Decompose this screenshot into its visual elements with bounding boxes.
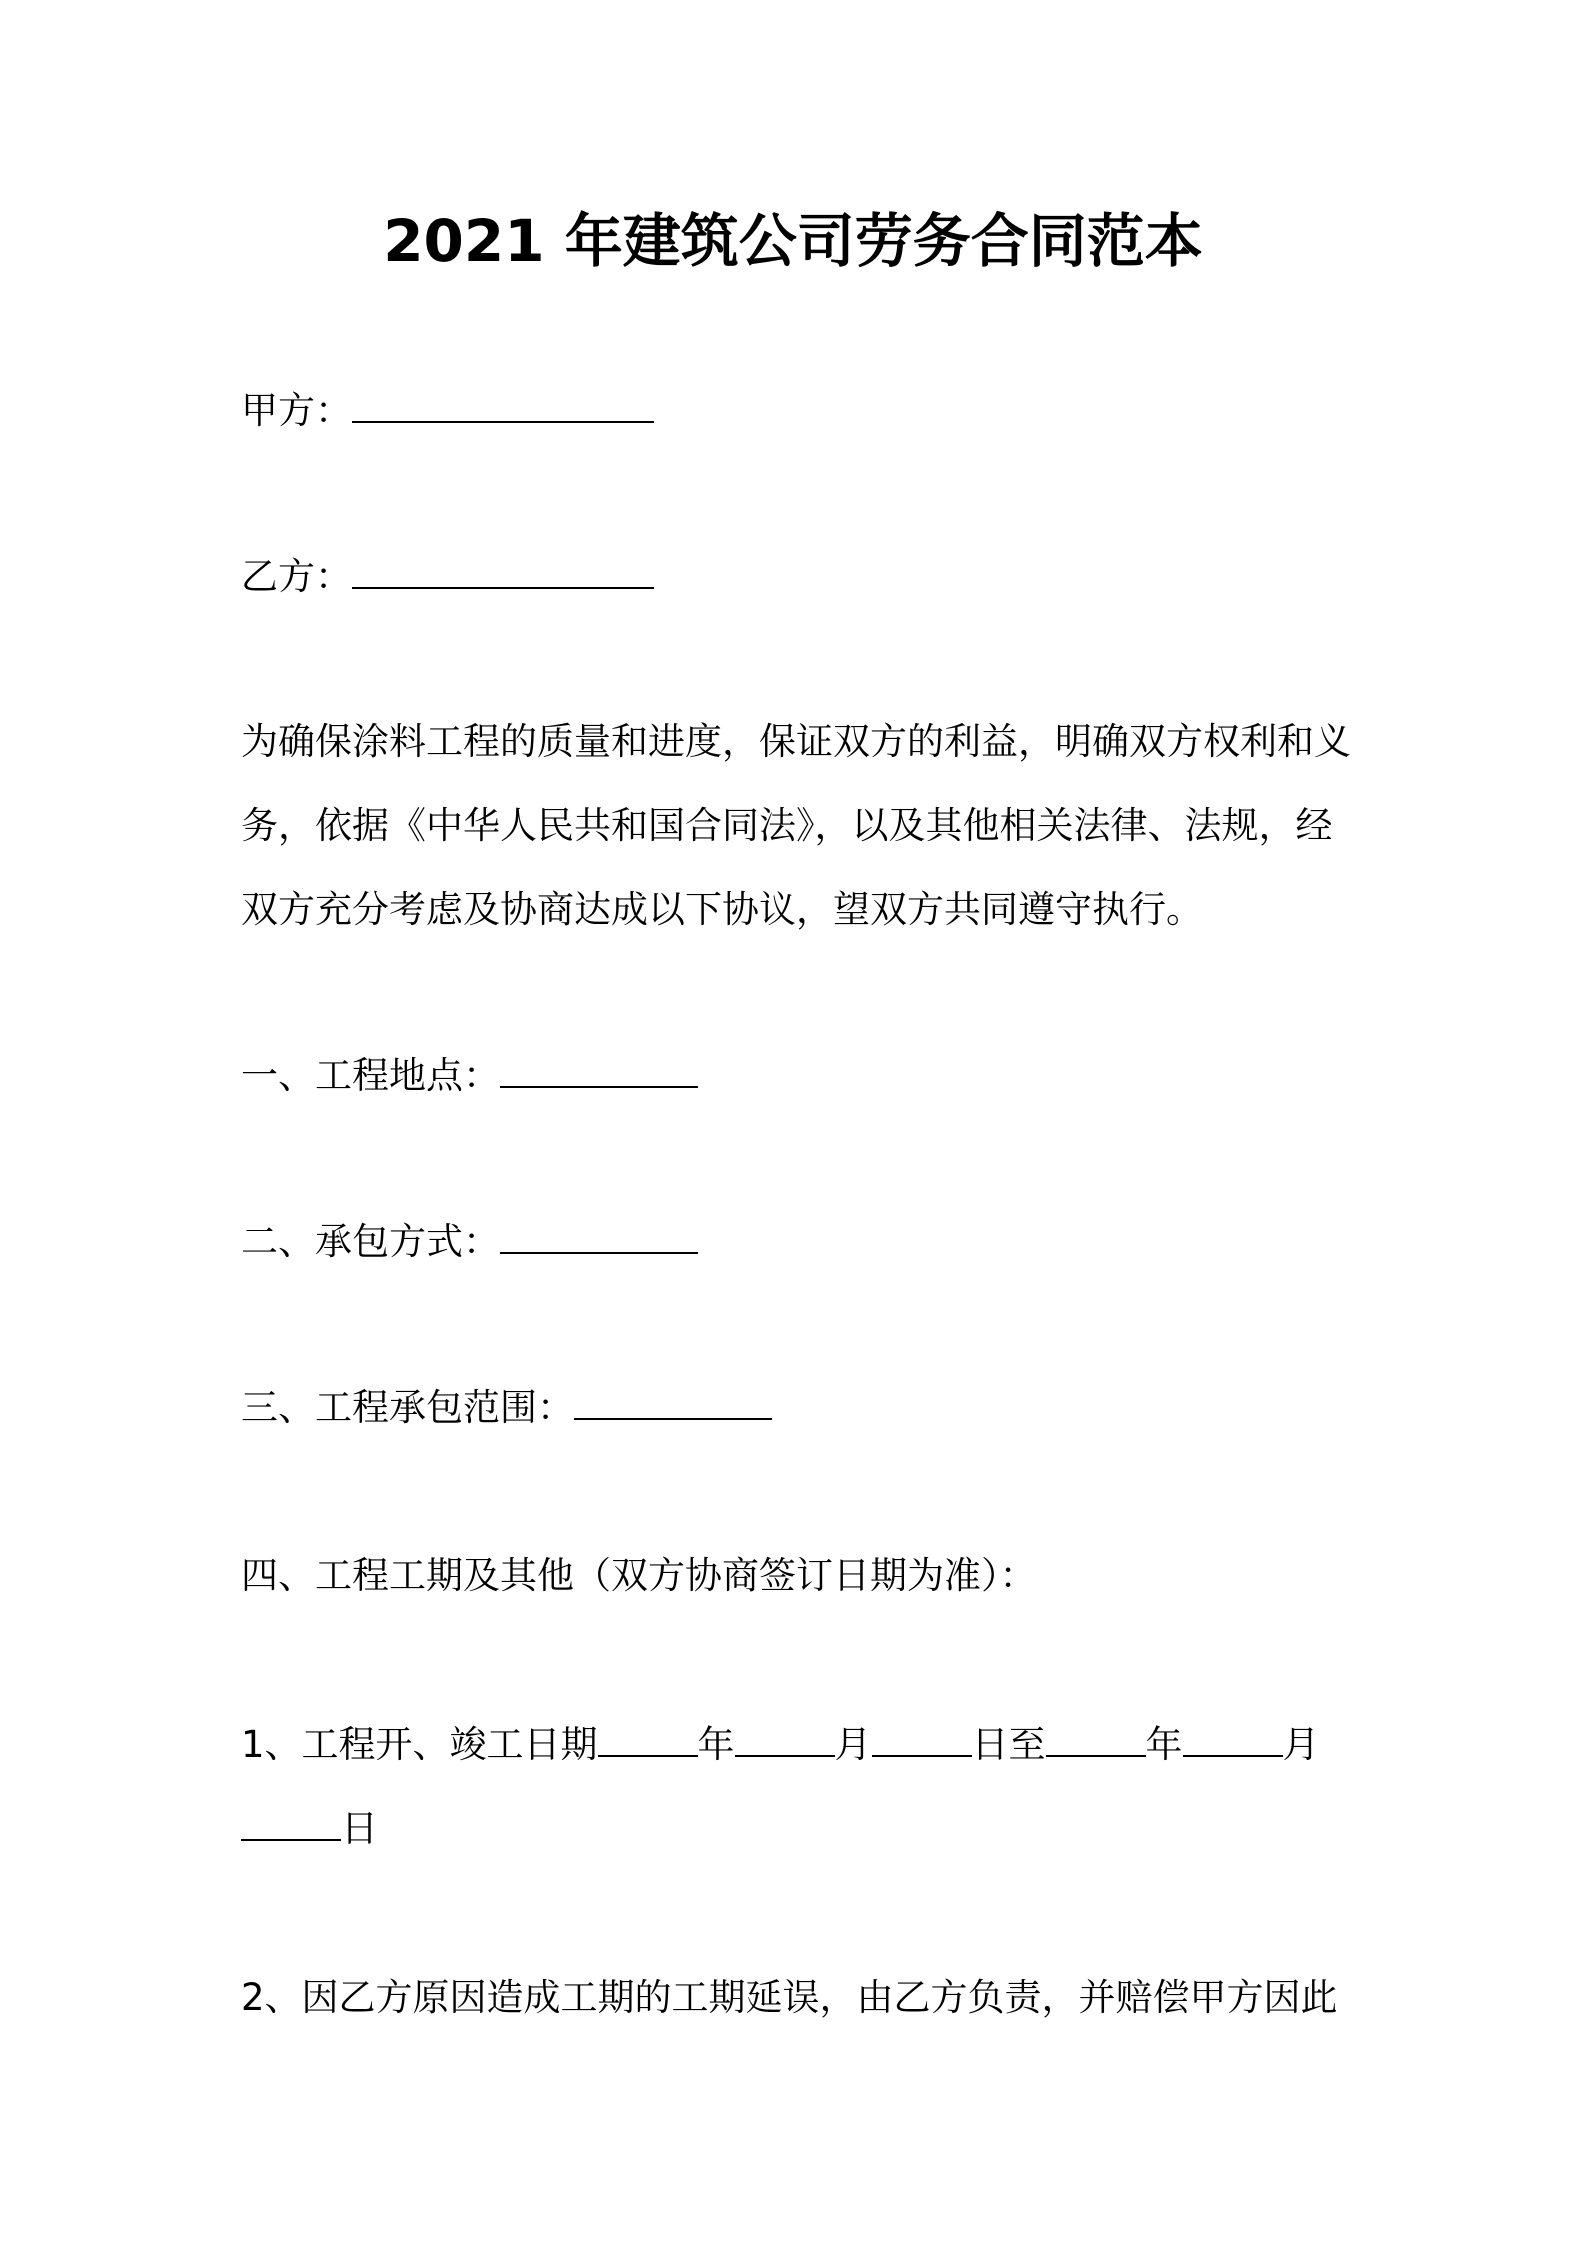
document-title: 2021 年建筑公司劳务合同范本 <box>383 207 1203 275</box>
clause-1-line <box>241 1050 698 1100</box>
date-blank <box>598 1719 698 1757</box>
item-1-prefix: 1、工程开、竣工日期 <box>241 1723 598 1766</box>
party-b-line <box>241 551 654 601</box>
date-blank <box>872 1719 972 1757</box>
clause-2-line <box>241 1216 698 1266</box>
clause-3-blank <box>574 1382 772 1420</box>
day-to-label: 日至 <box>971 1723 1046 1766</box>
day-label: 日 <box>341 1807 378 1850</box>
preamble-line: 双方充分考虑及协商达成以下协议，望双方共同遵守执行。 <box>241 888 1203 931</box>
date-blank <box>241 1803 341 1841</box>
year-label: 年 <box>697 1723 735 1766</box>
party-b-blank <box>352 551 654 589</box>
clause-2-blank <box>500 1216 698 1254</box>
date-blank <box>1183 1719 1283 1757</box>
party-a-blank <box>352 385 654 423</box>
month-label: 月 <box>834 1723 872 1766</box>
preamble-line: 为确保涂料工程的质量和进度，保证双方的利益，明确双方权利和义 <box>241 720 1351 763</box>
clause-3-line <box>241 1382 772 1432</box>
date-blank <box>735 1719 835 1757</box>
clause-4-heading: 四、工程工期及其他（双方协商签订日期为准）： <box>241 1554 1037 1597</box>
date-blank <box>1046 1719 1146 1757</box>
preamble-line: 务，依据《中华人民共和国合同法》，以及其他相关法律、法规，经 <box>241 804 1333 847</box>
party-b-label: 乙方： <box>241 555 352 598</box>
clause-2-label: 二、承包方式： <box>241 1220 500 1263</box>
item-1-continuation <box>241 1803 378 1853</box>
party-a-line <box>241 385 654 435</box>
item-1-line <box>241 1719 1320 1769</box>
clause-3-label: 三、工程承包范围： <box>241 1386 574 1429</box>
month-label: 月 <box>1282 1723 1320 1766</box>
item-2-line: 2、因乙方原因造成工期的工期延误，由乙方负责，并赔偿甲方因此 <box>241 1976 1338 2019</box>
party-a-label: 甲方： <box>241 389 352 432</box>
clause-1-label: 一、工程地点： <box>241 1054 500 1097</box>
year-label: 年 <box>1145 1723 1183 1766</box>
preamble-paragraph <box>241 700 1355 952</box>
clause-1-blank <box>500 1050 698 1088</box>
